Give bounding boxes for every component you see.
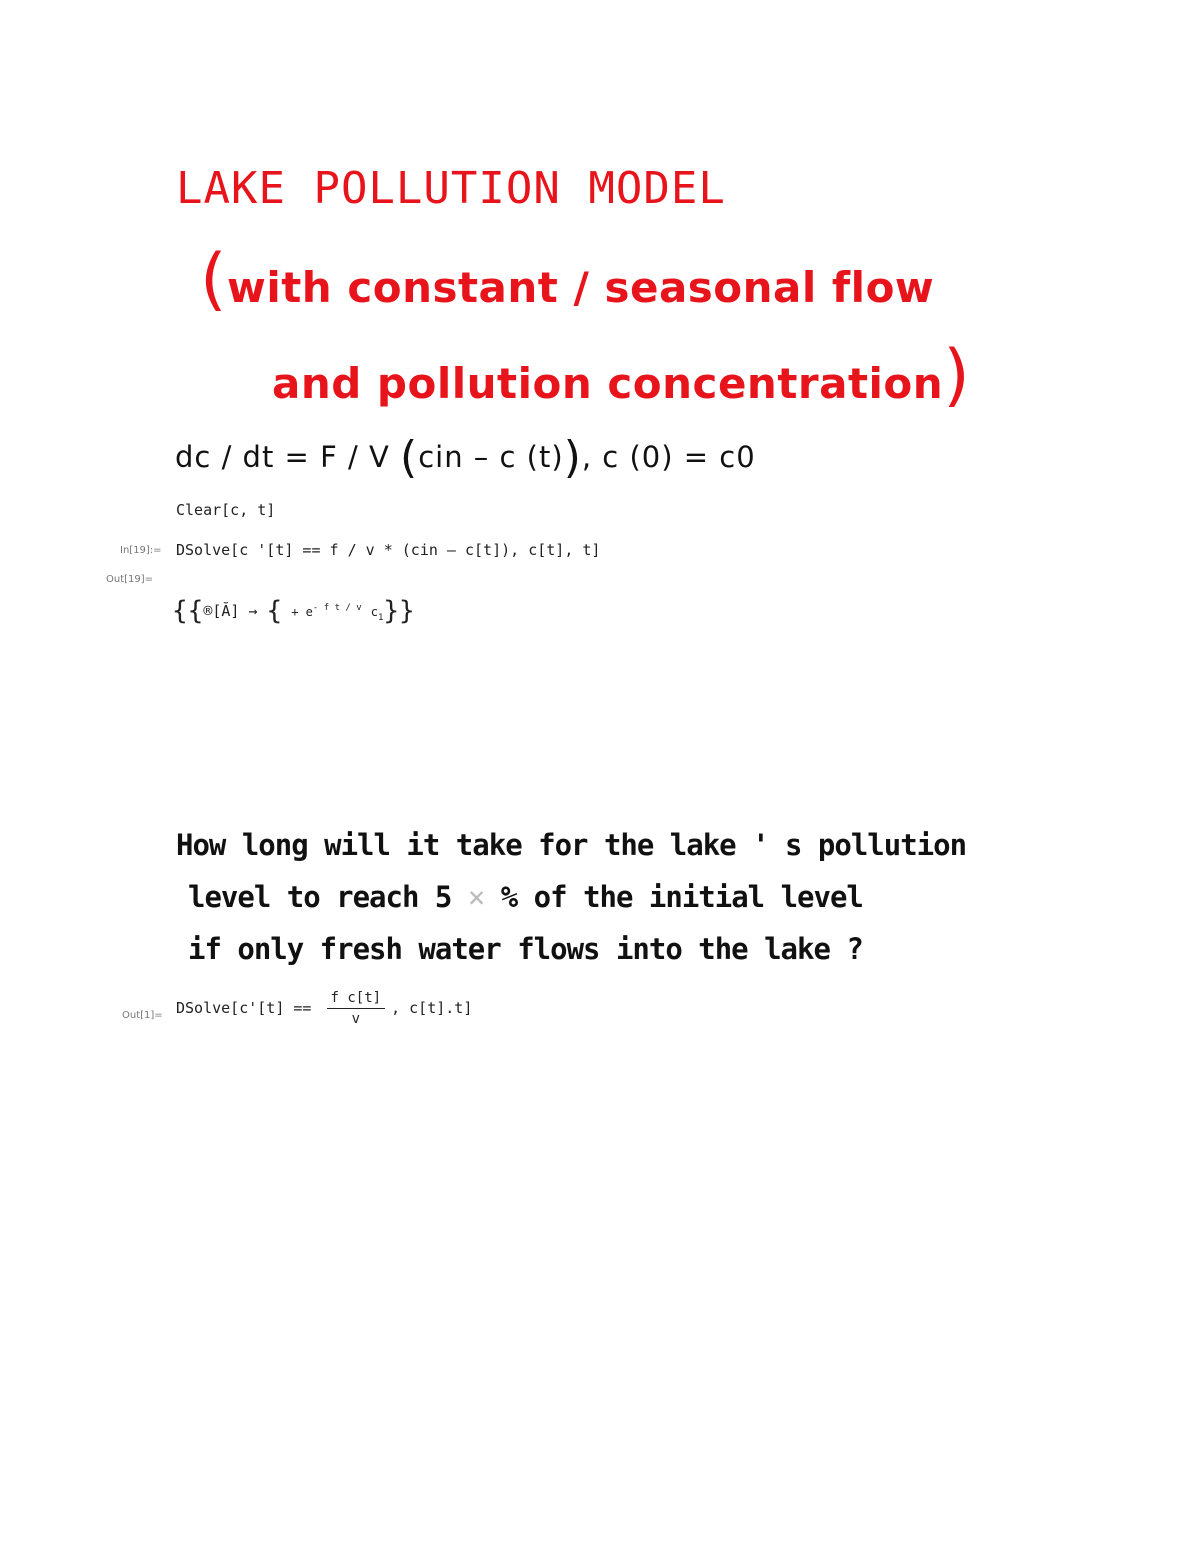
output-exponent: - f t / v — [312, 603, 362, 613]
times-symbol: × — [467, 880, 485, 914]
dsolve-input-cell[interactable]: DSolve[c '[t] == f / v * (cin – c[t]), c[t], t] — [176, 541, 601, 559]
model-equation — [175, 432, 756, 483]
input-label: In[19]:= — [120, 545, 162, 556]
dsolve-output: {{®[Ă] → { + $e^{- f t / v}$ $c_1$}} — [172, 596, 415, 626]
equation-inner: cin – c (t) — [418, 440, 564, 474]
dsolve-cell-2-prefix: DSolve[c'[t] == — [176, 999, 321, 1017]
close-paren: ) — [943, 336, 971, 415]
dsolve-cell-2[interactable] — [176, 990, 472, 1027]
output-label: Out[19]= — [106, 574, 154, 585]
output-inner-brace-open: { — [266, 596, 283, 626]
clear-cell[interactable]: Clear[c, t] — [176, 501, 276, 519]
open-paren: ( — [200, 240, 228, 319]
fraction-denominator: v — [351, 1011, 360, 1027]
subtitle-line-1 — [200, 240, 934, 319]
question-line-1: How long will it take for the lake ' s pollution — [176, 828, 967, 862]
output-c-subscript: 1 — [377, 613, 384, 623]
subtitle-text-2: and pollution concentration — [272, 359, 944, 408]
output-lhs: ®[Ă] — [203, 602, 240, 620]
question-line-3: if only fresh water flows into the lake ? — [188, 932, 863, 966]
question-line-2-b: % of the initial level — [500, 880, 863, 914]
eq-open-paren: ( — [400, 432, 419, 483]
eq-close-paren: ) — [563, 432, 582, 483]
equation-rhs: , c (0) = c0 — [581, 440, 756, 474]
subtitle-text-1: with constant / seasonal flow — [227, 263, 935, 312]
output-e: + e — [291, 605, 313, 619]
output-brace-open: {{ — [172, 596, 204, 626]
equation-lhs: dc / dt = F / V — [175, 440, 401, 474]
question-line-2-a: level to reach 5 — [188, 880, 452, 914]
question-line-2 — [188, 880, 863, 914]
fraction — [327, 990, 386, 1027]
page-title: LAKE POLLUTION MODEL — [176, 163, 726, 214]
subtitle-line-2 — [272, 336, 970, 415]
fraction-numerator: f c[t] — [327, 990, 386, 1009]
output-label-2: Out[1]= — [122, 1010, 163, 1021]
output-c: c — [370, 605, 378, 619]
dsolve-cell-2-suffix: , c[t].t] — [391, 999, 473, 1017]
output-brace-close: }} — [383, 596, 415, 626]
